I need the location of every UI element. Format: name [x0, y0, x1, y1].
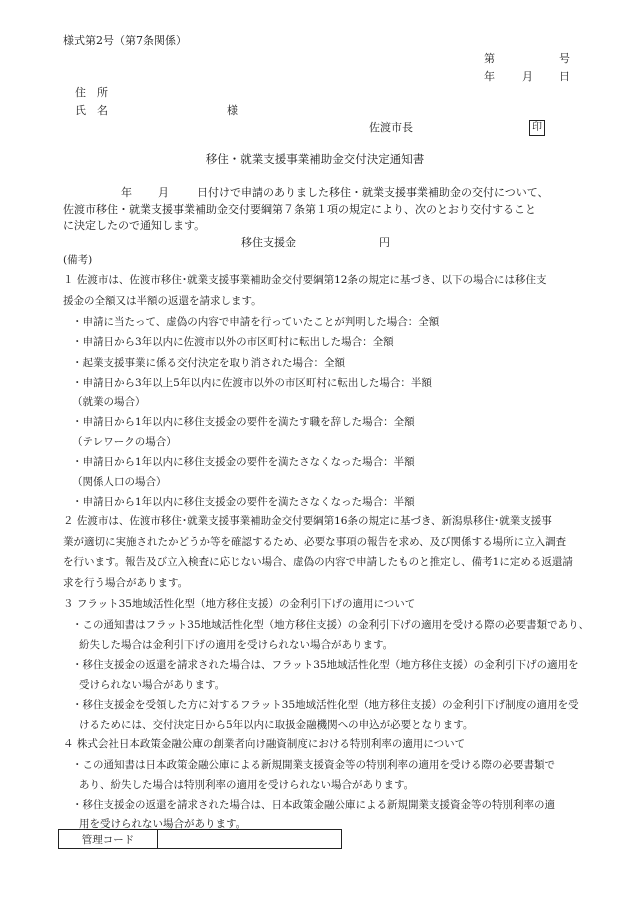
note3-bullet: ・この通知書はフラット35地域活性化型（地方移住支援）の金利引下げの適用を受ける際の必要書類であり、 [72, 619, 590, 631]
name-label: 氏 名 [75, 104, 108, 117]
management-code-table [58, 829, 342, 849]
note3-bullet: ・移住支援金を受領した方に対するフラット35地域活性化型（地方移住支援）の金利引下げ制度の適用を受 [72, 699, 579, 711]
address-label: 住 所 [75, 86, 108, 99]
note1-bullet: ・申請日から1年以内に移住支援金の要件を満たす職を辞した場合：全額 [72, 416, 415, 428]
note1-line2: 援金の全額又は半額の返還を請求します。 [63, 295, 262, 307]
date-year: 年 [484, 70, 495, 83]
note1-bullet: ・申請日から1年以内に移住支援金の要件を満たさなくなった場合：半額 [72, 456, 415, 468]
notes-heading: (備考) [63, 254, 93, 266]
note1-line1: １ 佐渡市は、佐渡市移住･就業支援事業補助金交付要綱第12条の規定に基づき、以下の場合には移住支 [63, 274, 547, 286]
note4-bullet-cont: あり、紛失した場合は特別利率の適用を受けられない場合があります。 [79, 779, 415, 791]
management-code-label: 管理コード [59, 830, 158, 849]
note2-line4: 求を行う場合があります。 [63, 577, 189, 589]
note3-heading: ３ フラット35地域活性化型（地方移住支援）の金利引下げの適用について [63, 598, 416, 610]
intro-month: 月 [158, 186, 169, 199]
note3-bullet-cont: 紛失した場合は金利引下げの適用を受けられない場合があります。 [79, 639, 394, 651]
note4-bullet-cont: 用を受けられない場合があります。 [79, 818, 247, 830]
intro-line1: 日付けで申請のありました移住・就業支援事業補助金の交付について、 [197, 186, 549, 199]
seal-icon: 印 [529, 120, 545, 136]
amount-label: 移住支援金 [241, 236, 296, 249]
note4-bullet: ・この通知書は日本政策金融公庫による新規開業支援資金等の特別利率の適用を受ける際の必要書類で [72, 759, 555, 771]
note1-bullet: ・起業支援事業に係る交付決定を取り消された場合：全額 [72, 357, 345, 369]
intro-line3: に決定したので通知します。 [63, 219, 206, 232]
intro-line2: 佐渡市移住・就業支援事業補助金交付要綱第７条第１項の規定により、次のとおり交付すること [63, 203, 536, 216]
note1-bullet: ・申請日から3年以内に佐渡市以外の市区町村に転出した場合：全額 [72, 336, 394, 348]
note1-subheading: （関係人口の場合） [72, 476, 167, 488]
note4-bullet: ・移住支援金の返還を請求された場合は、日本政策金融公庫による新規開業支援資金等の特別利率の適 [72, 799, 555, 811]
note3-bullet: ・移住支援金の返還を請求された場合は、フラット35地域活性化型（地方移住支援）の金利引下げの適用を [72, 659, 579, 671]
issuer-name: 佐渡市長 [369, 121, 413, 134]
document-number-suffix: 号 [559, 52, 570, 65]
form-label: 様式第2号（第7条関係） [63, 34, 187, 47]
note1-bullet: ・申請日から3年以上5年以内に佐渡市以外の市区町村に転出した場合：半額 [72, 377, 432, 389]
note1-bullet: ・申請日から1年以内に移住支援金の要件を満たさなくなった場合：半額 [72, 496, 415, 508]
document-number-prefix: 第 [484, 52, 495, 65]
note2-line1: ２ 佐渡市は、佐渡市移住･就業支援事業補助金交付要綱第16条の規定に基づき、新潟県移住･就業支援事 [63, 515, 552, 527]
document-title: 移住・就業支援事業補助金交付決定通知書 [205, 152, 425, 166]
note4-heading: ４ 株式会社日本政策金融公庫の創業者向け融資制度における特別利率の適用について [63, 738, 466, 750]
amount-unit: 円 [379, 236, 390, 249]
note3-bullet-cont: 受けられない場合があります。 [79, 679, 226, 691]
intro-year: 年 [121, 186, 132, 199]
note1-subheading: （テレワークの場合） [72, 436, 177, 448]
management-code-value [158, 830, 342, 849]
note3-bullet-cont: けるためには、交付決定日から5年以内に取扱金融機関への申込が必要となります。 [79, 719, 474, 731]
note2-line3: を行います。報告及び立入検査に応じない場合、虚偽の内容で申請したものと推定し、備考1に定める返還請 [63, 556, 573, 568]
seal-mark [529, 120, 545, 136]
note1-subheading: （就業の場合） [72, 396, 146, 408]
note1-bullet: ・申請に当たって、虚偽の内容で申請を行っていたことが判明した場合：全額 [72, 316, 440, 328]
honorific: 様 [227, 104, 238, 117]
note2-line2: 業が適切に実施されたかどうか等を確認するため、必要な事項の報告を求め、及び関係する場所に立入調査 [63, 536, 567, 548]
date-month: 月 [522, 70, 533, 83]
date-day: 日 [559, 70, 570, 83]
